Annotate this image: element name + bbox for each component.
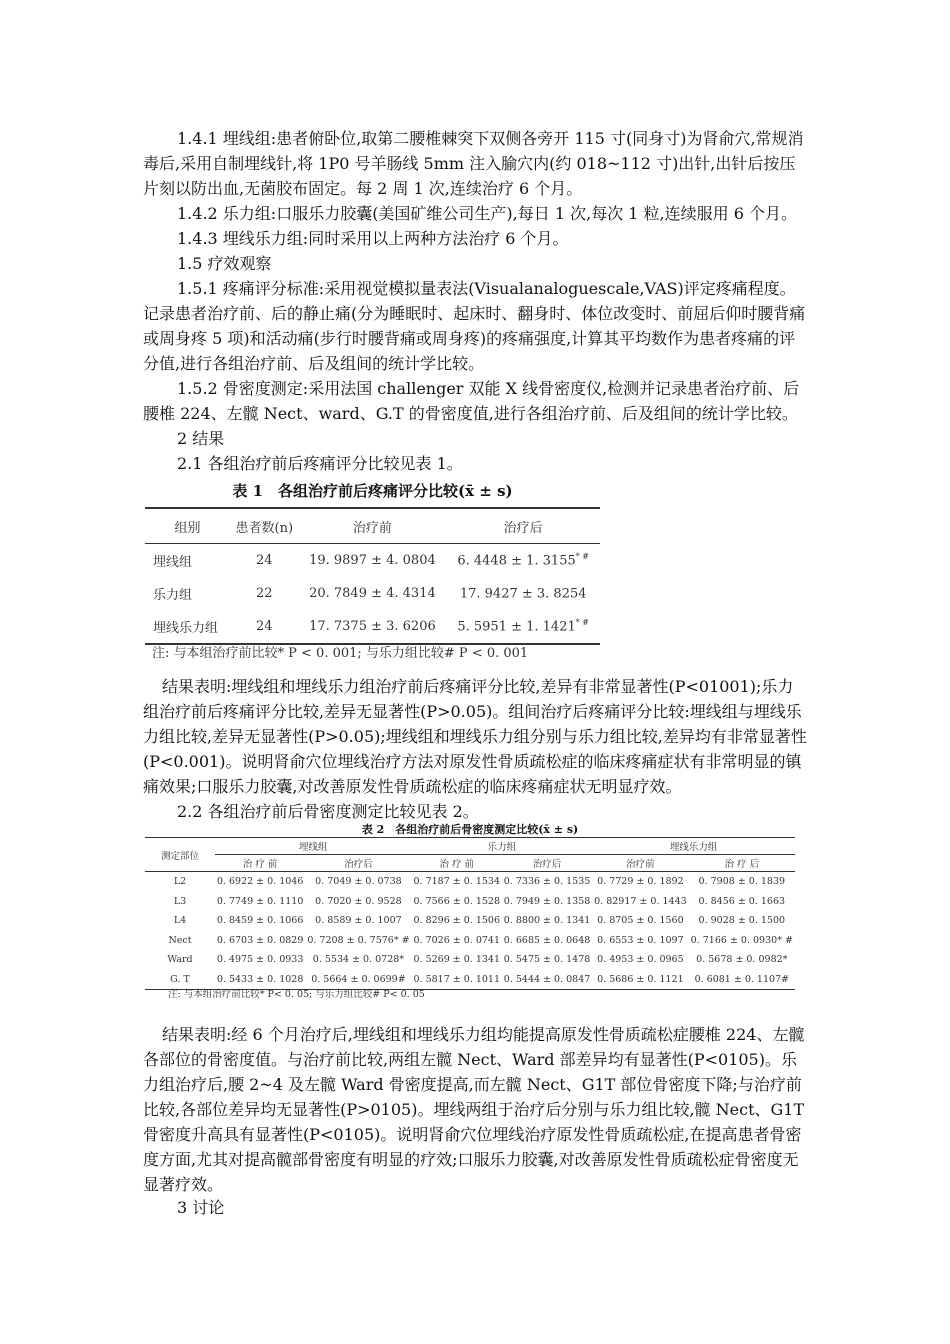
table-cell: 0. 7208 ± 0. 7576* # — [307, 934, 410, 946]
table-cell: 0. 5269 ± 0. 1341 — [413, 954, 501, 966]
table-header: 治疗前 — [298, 508, 446, 544]
table-cell: 0. 5678 ± 0. 0982* — [696, 954, 788, 966]
table-subheader-row — [145, 855, 795, 872]
table-subheader: 治疗前 — [592, 855, 688, 872]
table-2-note: 注: 与本组治疗前比较* P< 0. 05; 与乐力组比较# P< 0. 05 — [168, 989, 425, 1000]
table-cell: 0. 7026 ± 0. 0741 — [413, 934, 501, 946]
table-subheader: 治 疗 后 — [689, 855, 795, 872]
heading-3: 3 讨论 — [177, 1198, 225, 1217]
table-header-row — [145, 838, 795, 855]
table-header: 治疗后 — [446, 508, 600, 544]
table-cell: 17. 7375 ± 3. 6206 — [298, 610, 446, 644]
results-paragraph-1: 结果表明:埋线组和埋线乐力组治疗前后疼痛评分比较,差异有非常显著性(P<01001);乐力组治疗前后疼痛评分比较,差异无显著性(P>0.05)。组间治疗后疼痛评分比较:埋线组与埋线乐力组比较,差异无显著性(P>0.05);埋线组和埋线乐力组分别与乐力组比较,差异均有非常显著性(P<0.001)。说明肾俞穴位埋线治疗方法对原发性骨质疏松症的临床疼痛症状有非常明显的镇痛效果;口服乐力胶囊,对改善原发性骨质疏松症的临床疼痛症状无明显疗效。 — [143, 677, 807, 796]
table-cell: 0. 8296 ± 0. 1506 — [413, 915, 501, 927]
paragraph-2-1: 2.1 各组治疗前后疼痛评分比较见表 1。 — [177, 454, 463, 473]
table-cell: 0. 7020 ± 0. 9528 — [315, 895, 402, 907]
paragraph-1-4-3: 1.4.3 埋线乐力组:同时采用以上两种方法治疗 6 个月。 — [177, 229, 569, 248]
table-cell: 0. 5433 ± 0. 1028 — [215, 970, 305, 990]
table-row — [145, 892, 795, 912]
table-header-row — [145, 508, 600, 544]
table-header: 患者数(n) — [230, 508, 298, 544]
cell-value: 5. 5951 ± 1. 1421 — [457, 619, 576, 635]
table-cell: 24 — [230, 610, 298, 644]
table-cell: 乐力组 — [153, 588, 193, 603]
table-cell: 0. 8589 ± 0. 1007 — [315, 915, 402, 927]
table-cell: 19. 9897 ± 4. 0804 — [309, 553, 436, 568]
table-cell: 0. 4953 ± 0. 0965 — [597, 954, 684, 966]
table-cell: 0. 6553 ± 0. 1097 — [597, 934, 684, 946]
paragraph-2-2: 2.2 各组治疗前后骨密度测定比较见表 2。 — [177, 802, 479, 821]
table-subheader: 治疗后 — [502, 855, 592, 872]
table-cell: Nect — [168, 934, 192, 946]
table-cell: 0. 4975 ± 0. 0933 — [216, 954, 304, 966]
table-row — [145, 931, 795, 951]
table-cell — [446, 610, 600, 644]
table-group-header: 埋线乐力组 — [592, 838, 795, 855]
table-cell: 0. 7729 ± 0. 1892 — [597, 876, 684, 888]
table-cell: 0. 9028 ± 0. 1500 — [698, 915, 786, 927]
table-cell: L2 — [173, 876, 187, 888]
table-cell: 0. 8705 ± 0. 1560 — [597, 915, 684, 927]
table-row — [145, 950, 795, 970]
table-cell: 20. 7849 ± 4. 4314 — [309, 586, 436, 601]
table-cell: 0. 5664 ± 0. 0699# — [305, 970, 411, 990]
table-cell: G. T — [145, 970, 215, 990]
table-cell: L3 — [173, 895, 187, 907]
table-cell — [446, 544, 600, 578]
results-paragraph-2: 结果表明:经 6 个月治疗后,埋线组和埋线乐力组均能提高原发性骨质疏松症腰椎 224、左髋各部位的骨密度值。与治疗前比较,两组左髋 Nect、Ward 部差异均有显著性(P<0105)。乐力组治疗后,腰 2~4 及左髋 Ward 骨密度提高,而左髋 Nect、G1T 部位骨密度下降;与治疗前比较,各部位差异均无显著性(P>0105)。埋线两组于治疗后分别与乐力组比较,髋 Nect、G1T 骨密度升高具有显著性(P<0105)。说明肾俞穴位埋线治疗原发性骨质疏松症,在提高患者骨密度方面,尤其对提高髋部骨密度有明显的疗效;口服乐力胶囊,对改善原发性骨质疏松症骨密度无显著疗效。 — [143, 1025, 805, 1194]
table-2 — [145, 837, 795, 990]
significance-mark: * # — [575, 618, 589, 628]
table-row — [145, 911, 795, 931]
table-cell: 0. 6685 ± 0. 0648 — [503, 934, 591, 946]
table-cell: 0. 8456 ± 0. 1663 — [698, 895, 786, 907]
table-cell: 0. 7049 ± 0. 0738 — [315, 876, 402, 888]
table-cell: 0. 7908 ± 0. 1839 — [698, 876, 786, 888]
paragraph-1-5-1: 1.5.1 疼痛评分标准:采用视觉模拟量表法(Visualanaloguescale,VAS)评定疼痛程度。记录患者治疗前、后的静止痛(分为睡眠时、起床时、翻身时、体位改变时、前屈后仰时腰背痛或周身疼 5 项)和活动痛(步行时腰背痛或周身疼)的疼痛强度,计算其平均数作为患者疼痛的评分值,进行各组治疗前、后及组间的统计学比较。 — [143, 279, 806, 373]
table-cell: 0. 5444 ± 0. 0847 — [502, 970, 592, 990]
table-cell: 0. 8459 ± 0. 1066 — [216, 915, 304, 927]
table-cell: L4 — [173, 915, 187, 927]
table-cell: 0. 8800 ± 0. 1341 — [503, 915, 591, 927]
table-cell: 0. 6081 ± 0. 1107# — [689, 970, 795, 990]
table-cell: 埋线组 — [153, 555, 193, 570]
paragraph-1-4-1: 1.4.1 埋线组:患者俯卧位,取第二腰椎棘突下双侧各旁开 115 寸(同身寸)为肾俞穴,常规消毒后,采用自制埋线针,将 1P0 号羊肠线 5mm 注入腧穴内(约 018~112 寸)出针,出针后按压片刻以防出血,无菌胶布固定。每 2 周 1 次,连续治疗 6 个月。 — [143, 129, 804, 198]
table-subheader: 治 疗 前 — [412, 855, 502, 872]
table-cell: Ward — [167, 954, 193, 966]
table-cell: 0. 5686 ± 0. 1121 — [592, 970, 688, 990]
table-2-caption: 表 2 各组治疗前后骨密度测定比较(x̄ ± s) — [361, 823, 579, 836]
table-cell: 0. 7187 ± 0. 1534 — [413, 876, 501, 888]
table-cell: 0. 7166 ± 0. 0930* # — [690, 934, 793, 946]
table-cell: 0. 5534 ± 0. 0728* — [312, 954, 405, 966]
table-cell: 24 — [256, 553, 273, 568]
paragraph-1-5-2: 1.5.2 骨密度测定:采用法国 challenger 双能 X 线骨密度仪,检测并记录患者治疗前、后腰椎 224、左髋 Nect、ward、G.T 的骨密度值,进行各组治疗前、后及组间的统计学比较。 — [143, 379, 800, 423]
table-subheader: 治疗后 — [305, 855, 411, 872]
table-cell: 0. 82917 ± 0. 1443 — [594, 895, 687, 907]
table-row — [145, 610, 600, 644]
table-header: 测定部位 — [145, 838, 215, 872]
table-header: 组别 — [145, 508, 230, 544]
table-cell — [446, 577, 600, 610]
table-cell: 0. 6703 ± 0. 0829 — [216, 934, 304, 946]
table-cell: 埋线乐力组 — [145, 610, 230, 644]
table-row — [145, 544, 600, 578]
cell-value: 6. 4448 ± 1. 3155 — [457, 553, 576, 569]
table-row — [145, 872, 795, 892]
table-cell: 0. 7949 ± 0. 1358 — [503, 895, 591, 907]
table-group-header: 埋线组 — [215, 838, 412, 855]
cell-value: 17. 9427 ± 3. 8254 — [459, 586, 587, 602]
table-subheader: 治 疗 前 — [215, 855, 305, 872]
heading-1-5: 1.5 疗效观察 — [177, 254, 272, 273]
table-cell: 0. 7336 ± 0. 1535 — [503, 876, 591, 888]
table-1 — [145, 507, 600, 645]
table-row — [145, 577, 600, 610]
table-cell: 0. 5817 ± 0. 1011 — [412, 970, 502, 990]
table-cell: 0. 5475 ± 0. 1478 — [503, 954, 591, 966]
paragraph-1-4-2: 1.4.2 乐力组:口服乐力胶囊(美国矿维公司生产),每日 1 次,每次 1 粒,连续服用 6 个月。 — [177, 204, 797, 223]
table-1-note: 注: 与本组治疗前比较* P < 0. 001; 与乐力组比较# P < 0. 001 — [152, 646, 529, 661]
table-1-caption: 表 1 各组治疗前后疼痛评分比较(x̄ ± s) — [232, 482, 513, 500]
heading-2: 2 结果 — [177, 429, 225, 448]
significance-mark: * # — [575, 552, 589, 562]
table-group-header: 乐力组 — [412, 838, 593, 855]
table-cell: 0. 7749 ± 0. 1110 — [216, 895, 304, 907]
table-cell: 22 — [256, 586, 273, 601]
table-cell: 0. 6922 ± 0. 1046 — [216, 876, 304, 888]
table-cell: 0. 7566 ± 0. 1528 — [413, 895, 501, 907]
